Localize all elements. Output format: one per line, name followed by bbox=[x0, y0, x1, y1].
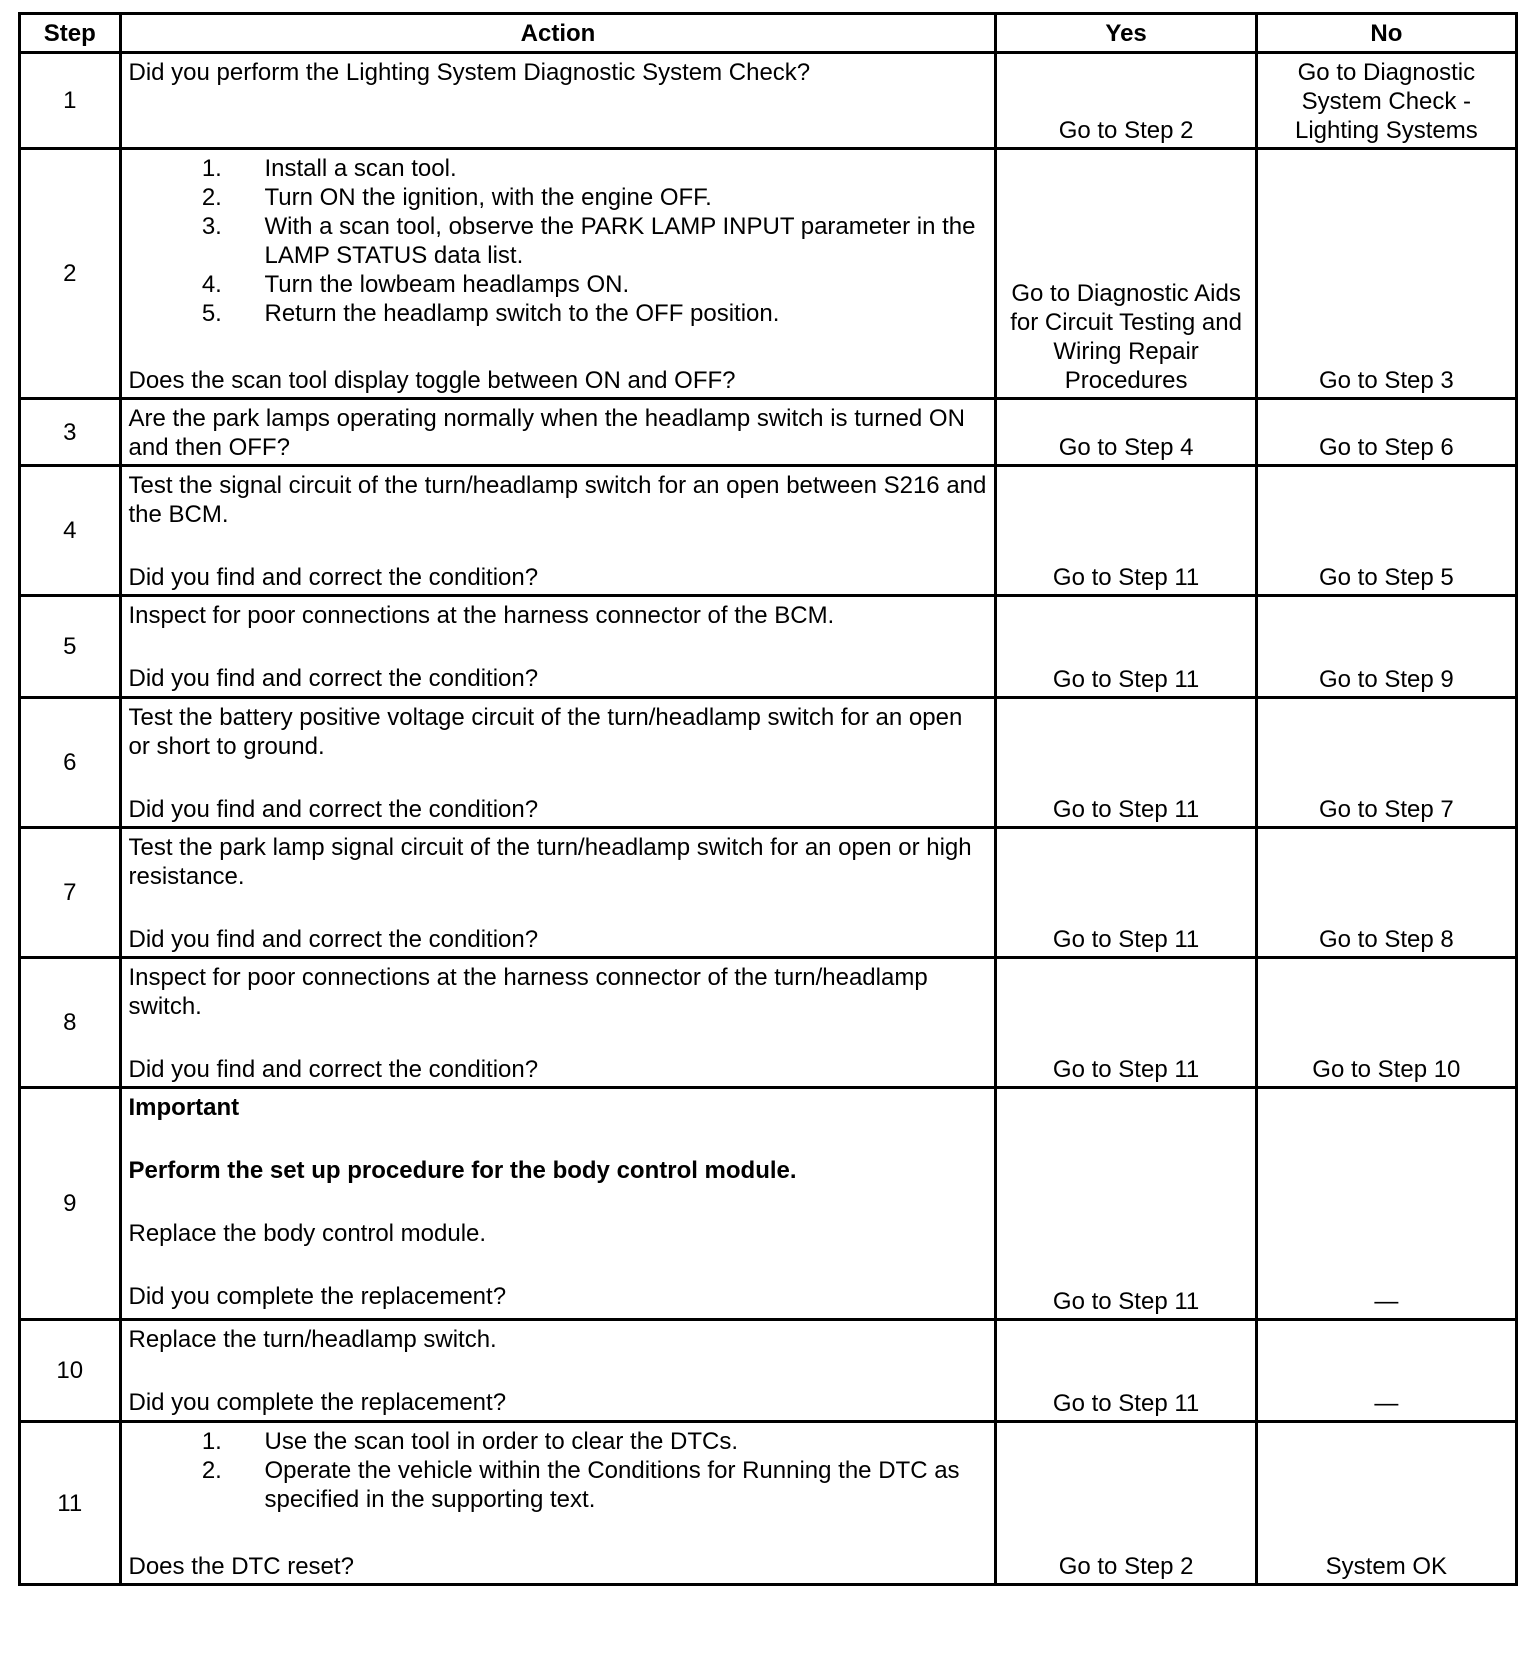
action-question: Did you perform the Lighting System Diagnostic System Check? bbox=[128, 59, 811, 86]
table-row bbox=[20, 1320, 1517, 1422]
step-number: 8 bbox=[20, 958, 121, 1088]
table-row bbox=[20, 596, 1517, 698]
table-row bbox=[20, 1422, 1517, 1585]
no-cell: System OK bbox=[1256, 1422, 1516, 1585]
action-question: Did you complete the replacement? bbox=[128, 1389, 507, 1416]
action-cell bbox=[120, 698, 996, 828]
action-question: Did you find and correct the condition? bbox=[128, 926, 539, 953]
no-cell: Go to Step 3 bbox=[1256, 149, 1516, 399]
spacer bbox=[129, 630, 989, 664]
yes-cell: Go to Step 11 bbox=[996, 466, 1256, 596]
action-cell bbox=[120, 466, 996, 596]
no-cell: Go to Step 10 bbox=[1256, 958, 1516, 1088]
step-number: 5 bbox=[20, 596, 121, 698]
action-cell bbox=[120, 1320, 996, 1422]
table-row bbox=[20, 149, 1517, 399]
step-number: 10 bbox=[20, 1320, 121, 1422]
action-text: Inspect for poor connections at the harness connector of the turn/headlamp switch. bbox=[128, 964, 928, 1020]
step-number: 3 bbox=[20, 399, 121, 466]
spacer bbox=[129, 1354, 989, 1388]
diagnostic-table bbox=[18, 12, 1518, 1586]
list-item: 2. Turn ON the ignition, with the engine OFF. bbox=[229, 183, 989, 212]
spacer bbox=[129, 1514, 989, 1552]
table-row bbox=[20, 53, 1517, 149]
step-number: 2 bbox=[20, 149, 121, 399]
table-row bbox=[20, 958, 1517, 1088]
action-list bbox=[129, 154, 989, 328]
no-cell: Go to Step 7 bbox=[1256, 698, 1516, 828]
yes-cell: Go to Diagnostic Aids for Circuit Testing and Wiring Repair Procedures bbox=[996, 149, 1256, 399]
action-text: Replace the turn/headlamp switch. bbox=[128, 1326, 497, 1353]
action-question: Did you find and correct the condition? bbox=[128, 564, 539, 591]
spacer bbox=[129, 328, 989, 366]
spacer bbox=[129, 1248, 989, 1282]
step-number: 1 bbox=[20, 53, 121, 149]
action-question: Did you find and correct the condition? bbox=[128, 665, 539, 692]
important-heading: Important bbox=[128, 1094, 240, 1121]
action-question: Does the DTC reset? bbox=[128, 1553, 354, 1580]
action-text: Test the park lamp signal circuit of the turn/headlamp switch for an open or high resistance. bbox=[128, 834, 972, 890]
no-cell: Go to Step 9 bbox=[1256, 596, 1516, 698]
no-cell: Go to Diagnostic System Check - Lighting Systems bbox=[1256, 53, 1516, 149]
header-no: No bbox=[1256, 14, 1516, 53]
header-row bbox=[20, 14, 1517, 53]
action-text: Test the battery positive voltage circuit of the turn/headlamp switch for an open or short to ground. bbox=[128, 704, 963, 760]
no-cell: Go to Step 6 bbox=[1256, 399, 1516, 466]
spacer bbox=[129, 1122, 989, 1156]
yes-cell: Go to Step 2 bbox=[996, 1422, 1256, 1585]
step-number: 9 bbox=[20, 1088, 121, 1320]
step-number: 11 bbox=[20, 1422, 121, 1585]
action-text: Test the signal circuit of the turn/headlamp switch for an open between S216 and the BCM. bbox=[128, 472, 987, 528]
yes-cell: Go to Step 11 bbox=[996, 698, 1256, 828]
action-question: Did you find and correct the condition? bbox=[128, 1056, 539, 1083]
action-list bbox=[129, 1427, 989, 1514]
action-cell bbox=[120, 149, 996, 399]
table-row bbox=[20, 1088, 1517, 1320]
step-number: 6 bbox=[20, 698, 121, 828]
action-question: Did you complete the replacement? bbox=[128, 1283, 507, 1310]
yes-cell: Go to Step 2 bbox=[996, 53, 1256, 149]
action-question: Does the scan tool display toggle between ON and OFF? bbox=[128, 367, 736, 394]
action-cell bbox=[120, 958, 996, 1088]
list-item: 2. Operate the vehicle within the Conditions for Running the DTC as specified in the supporting text. bbox=[229, 1456, 989, 1514]
step-number: 7 bbox=[20, 828, 121, 958]
spacer bbox=[129, 1021, 989, 1055]
list-item: 1. Install a scan tool. bbox=[229, 154, 989, 183]
action-cell bbox=[120, 596, 996, 698]
table-row bbox=[20, 399, 1517, 466]
action-cell bbox=[120, 399, 996, 466]
list-item: 3. With a scan tool, observe the PARK LAMP INPUT parameter in the LAMP STATUS data list. bbox=[229, 212, 989, 270]
yes-cell: Go to Step 11 bbox=[996, 596, 1256, 698]
spacer bbox=[129, 529, 989, 563]
action-cell bbox=[120, 828, 996, 958]
header-step: Step bbox=[20, 14, 121, 53]
header-yes: Yes bbox=[996, 14, 1256, 53]
spacer bbox=[129, 891, 989, 925]
list-item: 4. Turn the lowbeam headlamps ON. bbox=[229, 270, 989, 299]
table-row bbox=[20, 698, 1517, 828]
action-cell bbox=[120, 1422, 996, 1585]
action-cell bbox=[120, 53, 996, 149]
action-text: Inspect for poor connections at the harness connector of the BCM. bbox=[128, 602, 835, 629]
action-cell bbox=[120, 1088, 996, 1320]
action-question: Did you find and correct the condition? bbox=[128, 796, 539, 823]
yes-cell: Go to Step 11 bbox=[996, 958, 1256, 1088]
spacer bbox=[129, 761, 989, 795]
yes-cell: Go to Step 11 bbox=[996, 1088, 1256, 1320]
table-row bbox=[20, 828, 1517, 958]
no-cell: — bbox=[1256, 1088, 1516, 1320]
no-cell: Go to Step 8 bbox=[1256, 828, 1516, 958]
no-cell: Go to Step 5 bbox=[1256, 466, 1516, 596]
yes-cell: Go to Step 11 bbox=[996, 828, 1256, 958]
important-text: Perform the set up procedure for the body control module. bbox=[128, 1157, 797, 1184]
step-number: 4 bbox=[20, 466, 121, 596]
table-row bbox=[20, 466, 1517, 596]
yes-cell: Go to Step 4 bbox=[996, 399, 1256, 466]
header-action: Action bbox=[120, 14, 996, 53]
list-item: 1. Use the scan tool in order to clear the DTCs. bbox=[229, 1427, 989, 1456]
yes-cell: Go to Step 11 bbox=[996, 1320, 1256, 1422]
no-cell: — bbox=[1256, 1320, 1516, 1422]
action-text: Replace the body control module. bbox=[128, 1220, 487, 1247]
spacer bbox=[129, 1185, 989, 1219]
list-item: 5. Return the headlamp switch to the OFF position. bbox=[229, 299, 989, 328]
action-question: Are the park lamps operating normally when the headlamp switch is turned ON and then OFF? bbox=[128, 405, 965, 461]
